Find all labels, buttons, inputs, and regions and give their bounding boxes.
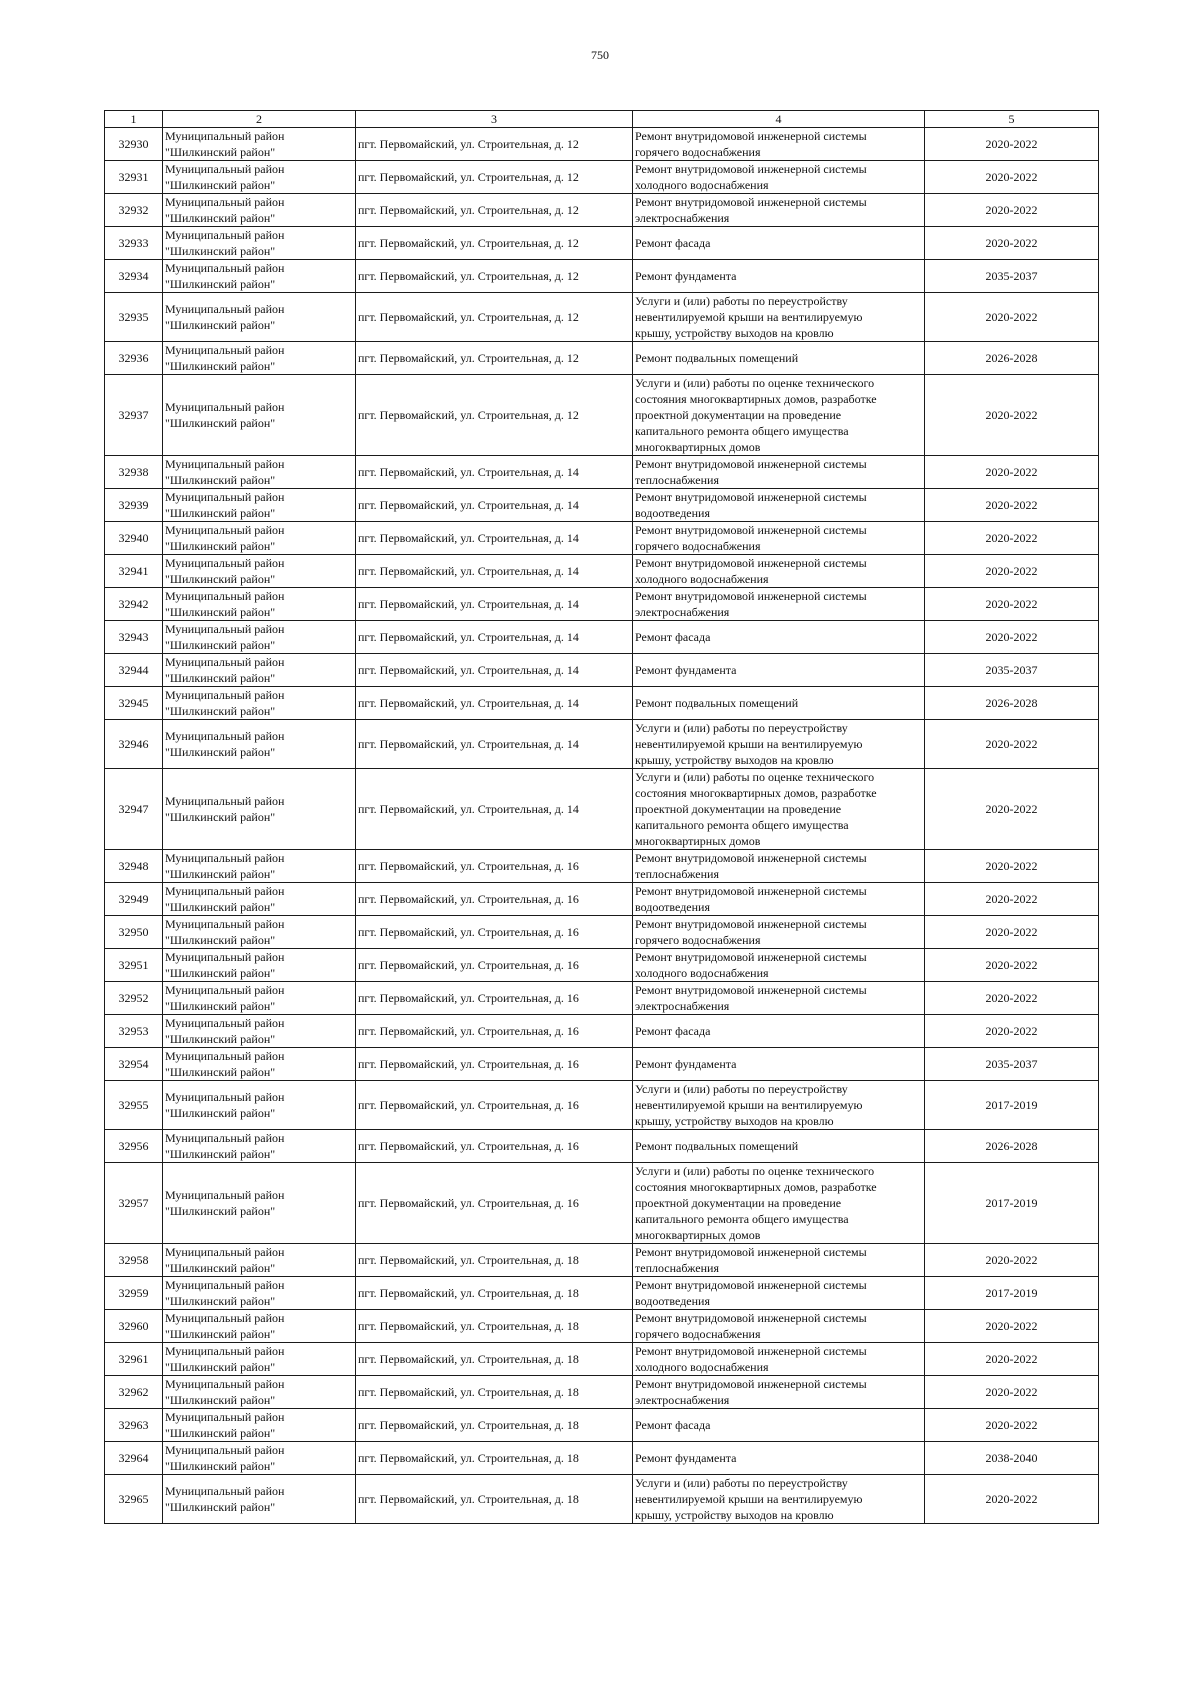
- address-cell: пгт. Первомайский, ул. Строительная, д. 18: [356, 1409, 633, 1442]
- work-type-cell: Ремонт внутридомовой инженерной системы горячего водоснабжения: [633, 128, 925, 161]
- table-row: [105, 949, 1099, 982]
- municipality-cell: Муниципальный район "Шилкинский район": [163, 1475, 356, 1524]
- table-row: [105, 1244, 1099, 1277]
- row-number-cell: 32956: [105, 1130, 163, 1163]
- municipality-cell: Муниципальный район "Шилкинский район": [163, 1048, 356, 1081]
- period-cell: 2035-2037: [925, 654, 1099, 687]
- period-cell: 2020-2022: [925, 1310, 1099, 1343]
- column-header: 2: [163, 111, 356, 128]
- work-type-cell: Ремонт фундамента: [633, 1442, 925, 1475]
- row-number-cell: 32959: [105, 1277, 163, 1310]
- municipality-cell: Муниципальный район "Шилкинский район": [163, 1015, 356, 1048]
- address-cell: пгт. Первомайский, ул. Строительная, д. 12: [356, 342, 633, 375]
- table-row: [105, 1130, 1099, 1163]
- row-number-cell: 32957: [105, 1163, 163, 1244]
- address-cell: пгт. Первомайский, ул. Строительная, д. 16: [356, 850, 633, 883]
- work-type-cell: Ремонт внутридомовой инженерной системы теплоснабжения: [633, 850, 925, 883]
- period-cell: 2020-2022: [925, 720, 1099, 769]
- municipality-cell: Муниципальный район "Шилкинский район": [163, 194, 356, 227]
- work-type-cell: Услуги и (или) работы по переустройству невентилируемой крыши на вентилируемую крышу, устройству выходов на кровлю: [633, 1081, 925, 1130]
- period-cell: 2020-2022: [925, 1475, 1099, 1524]
- table-row: [105, 456, 1099, 489]
- period-cell: 2035-2037: [925, 1048, 1099, 1081]
- period-cell: 2020-2022: [925, 1244, 1099, 1277]
- municipality-cell: Муниципальный район "Шилкинский район": [163, 769, 356, 850]
- work-type-cell: Ремонт внутридомовой инженерной системы водоотведения: [633, 489, 925, 522]
- municipality-cell: Муниципальный район "Шилкинский район": [163, 555, 356, 588]
- work-type-cell: Ремонт внутридомовой инженерной системы теплоснабжения: [633, 456, 925, 489]
- row-number-cell: 32932: [105, 194, 163, 227]
- period-cell: 2020-2022: [925, 769, 1099, 850]
- work-type-cell: Услуги и (или) работы по оценке технического состояния многоквартирных домов, разработке проектной документации на проведение капитального ремонта общего имущества многоквартирных домов: [633, 1163, 925, 1244]
- address-cell: пгт. Первомайский, ул. Строительная, д. 18: [356, 1310, 633, 1343]
- row-number-cell: 32950: [105, 916, 163, 949]
- municipality-cell: Муниципальный район "Шилкинский район": [163, 128, 356, 161]
- work-type-cell: Услуги и (или) работы по переустройству невентилируемой крыши на вентилируемую крышу, устройству выходов на кровлю: [633, 1475, 925, 1524]
- table-row: [105, 982, 1099, 1015]
- work-type-cell: Ремонт фасада: [633, 1409, 925, 1442]
- work-type-cell: Ремонт внутридомовой инженерной системы холодного водоснабжения: [633, 161, 925, 194]
- period-cell: 2026-2028: [925, 342, 1099, 375]
- address-cell: пгт. Первомайский, ул. Строительная, д. 16: [356, 1163, 633, 1244]
- table-row: [105, 128, 1099, 161]
- municipality-cell: Муниципальный район "Шилкинский район": [163, 1376, 356, 1409]
- address-cell: пгт. Первомайский, ул. Строительная, д. 12: [356, 227, 633, 260]
- table-header-row: [105, 111, 1099, 128]
- period-cell: 2020-2022: [925, 850, 1099, 883]
- address-cell: пгт. Первомайский, ул. Строительная, д. 12: [356, 161, 633, 194]
- period-cell: 2020-2022: [925, 1015, 1099, 1048]
- work-type-cell: Ремонт фундамента: [633, 1048, 925, 1081]
- municipality-cell: Муниципальный район "Шилкинский район": [163, 1130, 356, 1163]
- row-number-cell: 32947: [105, 769, 163, 850]
- period-cell: 2017-2019: [925, 1081, 1099, 1130]
- period-cell: 2035-2037: [925, 260, 1099, 293]
- municipality-cell: Муниципальный район "Шилкинский район": [163, 1442, 356, 1475]
- municipality-cell: Муниципальный район "Шилкинский район": [163, 621, 356, 654]
- period-cell: 2020-2022: [925, 227, 1099, 260]
- address-cell: пгт. Первомайский, ул. Строительная, д. 12: [356, 293, 633, 342]
- column-header: 1: [105, 111, 163, 128]
- municipality-cell: Муниципальный район "Шилкинский район": [163, 522, 356, 555]
- address-cell: пгт. Первомайский, ул. Строительная, д. 18: [356, 1442, 633, 1475]
- row-number-cell: 32931: [105, 161, 163, 194]
- table-body: [105, 128, 1099, 1524]
- period-cell: 2020-2022: [925, 128, 1099, 161]
- work-type-cell: Ремонт внутридомовой инженерной системы электроснабжения: [633, 1376, 925, 1409]
- period-cell: 2020-2022: [925, 1409, 1099, 1442]
- row-number-cell: 32945: [105, 687, 163, 720]
- work-type-cell: Ремонт фасада: [633, 621, 925, 654]
- address-cell: пгт. Первомайский, ул. Строительная, д. 14: [356, 687, 633, 720]
- work-type-cell: Ремонт фундамента: [633, 654, 925, 687]
- table-row: [105, 260, 1099, 293]
- table-row: [105, 1015, 1099, 1048]
- row-number-cell: 32955: [105, 1081, 163, 1130]
- work-type-cell: Ремонт внутридомовой инженерной системы электроснабжения: [633, 982, 925, 1015]
- table-row: [105, 1442, 1099, 1475]
- municipality-cell: Муниципальный район "Шилкинский район": [163, 949, 356, 982]
- table-row: [105, 489, 1099, 522]
- municipality-cell: Муниципальный район "Шилкинский район": [163, 1343, 356, 1376]
- table-row: [105, 1277, 1099, 1310]
- row-number-cell: 32935: [105, 293, 163, 342]
- table-row: [105, 375, 1099, 456]
- municipality-cell: Муниципальный район "Шилкинский район": [163, 375, 356, 456]
- table-row: [105, 720, 1099, 769]
- address-cell: пгт. Первомайский, ул. Строительная, д. 12: [356, 375, 633, 456]
- period-cell: 2020-2022: [925, 489, 1099, 522]
- municipality-cell: Муниципальный район "Шилкинский район": [163, 1163, 356, 1244]
- table-row: [105, 161, 1099, 194]
- period-cell: 2017-2019: [925, 1163, 1099, 1244]
- municipality-cell: Муниципальный район "Шилкинский район": [163, 260, 356, 293]
- table-row: [105, 227, 1099, 260]
- address-cell: пгт. Первомайский, ул. Строительная, д. 14: [356, 588, 633, 621]
- municipality-cell: Муниципальный район "Шилкинский район": [163, 1277, 356, 1310]
- address-cell: пгт. Первомайский, ул. Строительная, д. 12: [356, 128, 633, 161]
- period-cell: 2020-2022: [925, 375, 1099, 456]
- work-type-cell: Ремонт подвальных помещений: [633, 342, 925, 375]
- repair-schedule-table: [104, 110, 1099, 1524]
- address-cell: пгт. Первомайский, ул. Строительная, д. 16: [356, 1048, 633, 1081]
- table-row: [105, 1343, 1099, 1376]
- municipality-cell: Муниципальный район "Шилкинский район": [163, 1409, 356, 1442]
- work-type-cell: Ремонт внутридомовой инженерной системы холодного водоснабжения: [633, 555, 925, 588]
- period-cell: 2020-2022: [925, 982, 1099, 1015]
- work-type-cell: Услуги и (или) работы по оценке технического состояния многоквартирных домов, разработке проектной документации на проведение капитального ремонта общего имущества многоквартирных домов: [633, 375, 925, 456]
- municipality-cell: Муниципальный район "Шилкинский район": [163, 1244, 356, 1277]
- address-cell: пгт. Первомайский, ул. Строительная, д. 18: [356, 1475, 633, 1524]
- table-row: [105, 588, 1099, 621]
- address-cell: пгт. Первомайский, ул. Строительная, д. 16: [356, 1015, 633, 1048]
- row-number-cell: 32962: [105, 1376, 163, 1409]
- address-cell: пгт. Первомайский, ул. Строительная, д. 16: [356, 916, 633, 949]
- period-cell: 2020-2022: [925, 1343, 1099, 1376]
- period-cell: 2020-2022: [925, 621, 1099, 654]
- address-cell: пгт. Первомайский, ул. Строительная, д. 16: [356, 1081, 633, 1130]
- address-cell: пгт. Первомайский, ул. Строительная, д. 14: [356, 456, 633, 489]
- address-cell: пгт. Первомайский, ул. Строительная, д. 12: [356, 194, 633, 227]
- row-number-cell: 32949: [105, 883, 163, 916]
- table-row: [105, 1081, 1099, 1130]
- row-number-cell: 32952: [105, 982, 163, 1015]
- period-cell: 2020-2022: [925, 555, 1099, 588]
- municipality-cell: Муниципальный район "Шилкинский район": [163, 916, 356, 949]
- address-cell: пгт. Первомайский, ул. Строительная, д. 18: [356, 1343, 633, 1376]
- row-number-cell: 32939: [105, 489, 163, 522]
- municipality-cell: Муниципальный район "Шилкинский район": [163, 293, 356, 342]
- address-cell: пгт. Первомайский, ул. Строительная, д. 14: [356, 522, 633, 555]
- work-type-cell: Ремонт фундамента: [633, 260, 925, 293]
- table-row: [105, 687, 1099, 720]
- municipality-cell: Муниципальный район "Шилкинский район": [163, 588, 356, 621]
- row-number-cell: 32943: [105, 621, 163, 654]
- table-row: [105, 1310, 1099, 1343]
- address-cell: пгт. Первомайский, ул. Строительная, д. 18: [356, 1244, 633, 1277]
- period-cell: 2026-2028: [925, 687, 1099, 720]
- period-cell: 2020-2022: [925, 1376, 1099, 1409]
- period-cell: 2017-2019: [925, 1277, 1099, 1310]
- row-number-cell: 32963: [105, 1409, 163, 1442]
- row-number-cell: 32930: [105, 128, 163, 161]
- municipality-cell: Муниципальный район "Шилкинский район": [163, 489, 356, 522]
- work-type-cell: Услуги и (или) работы по переустройству невентилируемой крыши на вентилируемую крышу, устройству выходов на кровлю: [633, 720, 925, 769]
- row-number-cell: 32951: [105, 949, 163, 982]
- page-number: 750: [591, 48, 609, 62]
- municipality-cell: Муниципальный район "Шилкинский район": [163, 342, 356, 375]
- work-type-cell: Ремонт внутридомовой инженерной системы горячего водоснабжения: [633, 522, 925, 555]
- row-number-cell: 32961: [105, 1343, 163, 1376]
- table-row: [105, 1409, 1099, 1442]
- work-type-cell: Ремонт фасада: [633, 227, 925, 260]
- address-cell: пгт. Первомайский, ул. Строительная, д. 16: [356, 883, 633, 916]
- address-cell: пгт. Первомайский, ул. Строительная, д. 14: [356, 720, 633, 769]
- row-number-cell: 32953: [105, 1015, 163, 1048]
- work-type-cell: Ремонт внутридомовой инженерной системы теплоснабжения: [633, 1244, 925, 1277]
- period-cell: 2020-2022: [925, 161, 1099, 194]
- work-type-cell: Ремонт внутридомовой инженерной системы электроснабжения: [633, 588, 925, 621]
- row-number-cell: 32940: [105, 522, 163, 555]
- row-number-cell: 32933: [105, 227, 163, 260]
- address-cell: пгт. Первомайский, ул. Строительная, д. 16: [356, 1130, 633, 1163]
- municipality-cell: Муниципальный район "Шилкинский район": [163, 161, 356, 194]
- address-cell: пгт. Первомайский, ул. Строительная, д. 12: [356, 260, 633, 293]
- row-number-cell: 32960: [105, 1310, 163, 1343]
- table-row: [105, 522, 1099, 555]
- address-cell: пгт. Первомайский, ул. Строительная, д. 16: [356, 949, 633, 982]
- address-cell: пгт. Первомайский, ул. Строительная, д. 14: [356, 621, 633, 654]
- table-row: [105, 293, 1099, 342]
- column-header: 5: [925, 111, 1099, 128]
- period-cell: 2020-2022: [925, 522, 1099, 555]
- row-number-cell: 32965: [105, 1475, 163, 1524]
- table-row: [105, 769, 1099, 850]
- municipality-cell: Муниципальный район "Шилкинский район": [163, 850, 356, 883]
- work-type-cell: Ремонт фасада: [633, 1015, 925, 1048]
- period-cell: 2020-2022: [925, 916, 1099, 949]
- municipality-cell: Муниципальный район "Шилкинский район": [163, 982, 356, 1015]
- row-number-cell: 32964: [105, 1442, 163, 1475]
- table-row: [105, 916, 1099, 949]
- table-row: [105, 342, 1099, 375]
- table-row: [105, 883, 1099, 916]
- period-cell: 2020-2022: [925, 949, 1099, 982]
- work-type-cell: Ремонт внутридомовой инженерной системы водоотведения: [633, 883, 925, 916]
- address-cell: пгт. Первомайский, ул. Строительная, д. 14: [356, 769, 633, 850]
- row-number-cell: 32944: [105, 654, 163, 687]
- work-type-cell: Услуги и (или) работы по оценке технического состояния многоквартирных домов, разработке проектной документации на проведение капитального ремонта общего имущества многоквартирных домов: [633, 769, 925, 850]
- work-type-cell: Ремонт подвальных помещений: [633, 687, 925, 720]
- table-row: [105, 621, 1099, 654]
- row-number-cell: 32942: [105, 588, 163, 621]
- municipality-cell: Муниципальный район "Шилкинский район": [163, 883, 356, 916]
- table-row: [105, 1376, 1099, 1409]
- table-row: [105, 1163, 1099, 1244]
- row-number-cell: 32938: [105, 456, 163, 489]
- period-cell: 2020-2022: [925, 456, 1099, 489]
- row-number-cell: 32937: [105, 375, 163, 456]
- row-number-cell: 32936: [105, 342, 163, 375]
- row-number-cell: 32941: [105, 555, 163, 588]
- address-cell: пгт. Первомайский, ул. Строительная, д. 14: [356, 555, 633, 588]
- work-type-cell: Ремонт подвальных помещений: [633, 1130, 925, 1163]
- municipality-cell: Муниципальный район "Шилкинский район": [163, 654, 356, 687]
- row-number-cell: 32934: [105, 260, 163, 293]
- row-number-cell: 32954: [105, 1048, 163, 1081]
- municipality-cell: Муниципальный район "Шилкинский район": [163, 1310, 356, 1343]
- row-number-cell: 32946: [105, 720, 163, 769]
- address-cell: пгт. Первомайский, ул. Строительная, д. 18: [356, 1376, 633, 1409]
- work-type-cell: Ремонт внутридомовой инженерной системы горячего водоснабжения: [633, 1310, 925, 1343]
- address-cell: пгт. Первомайский, ул. Строительная, д. 14: [356, 654, 633, 687]
- table-row: [105, 194, 1099, 227]
- municipality-cell: Муниципальный район "Шилкинский район": [163, 227, 356, 260]
- work-type-cell: Ремонт внутридомовой инженерной системы холодного водоснабжения: [633, 1343, 925, 1376]
- period-cell: 2038-2040: [925, 1442, 1099, 1475]
- period-cell: 2020-2022: [925, 588, 1099, 621]
- work-type-cell: Ремонт внутридомовой инженерной системы электроснабжения: [633, 194, 925, 227]
- municipality-cell: Муниципальный район "Шилкинский район": [163, 687, 356, 720]
- period-cell: 2026-2028: [925, 1130, 1099, 1163]
- table-row: [105, 1048, 1099, 1081]
- address-cell: пгт. Первомайский, ул. Строительная, д. 14: [356, 489, 633, 522]
- period-cell: 2020-2022: [925, 883, 1099, 916]
- period-cell: 2020-2022: [925, 194, 1099, 227]
- address-cell: пгт. Первомайский, ул. Строительная, д. 18: [356, 1277, 633, 1310]
- municipality-cell: Муниципальный район "Шилкинский район": [163, 456, 356, 489]
- municipality-cell: Муниципальный район "Шилкинский район": [163, 720, 356, 769]
- work-type-cell: Услуги и (или) работы по переустройству невентилируемой крыши на вентилируемую крышу, устройству выходов на кровлю: [633, 293, 925, 342]
- work-type-cell: Ремонт внутридомовой инженерной системы водоотведения: [633, 1277, 925, 1310]
- table-row: [105, 850, 1099, 883]
- table-row: [105, 555, 1099, 588]
- work-type-cell: Ремонт внутридомовой инженерной системы холодного водоснабжения: [633, 949, 925, 982]
- row-number-cell: 32958: [105, 1244, 163, 1277]
- period-cell: 2020-2022: [925, 293, 1099, 342]
- column-header: 3: [356, 111, 633, 128]
- address-cell: пгт. Первомайский, ул. Строительная, д. 16: [356, 982, 633, 1015]
- work-type-cell: Ремонт внутридомовой инженерной системы горячего водоснабжения: [633, 916, 925, 949]
- table-row: [105, 1475, 1099, 1524]
- table-row: [105, 654, 1099, 687]
- municipality-cell: Муниципальный район "Шилкинский район": [163, 1081, 356, 1130]
- row-number-cell: 32948: [105, 850, 163, 883]
- column-header: 4: [633, 111, 925, 128]
